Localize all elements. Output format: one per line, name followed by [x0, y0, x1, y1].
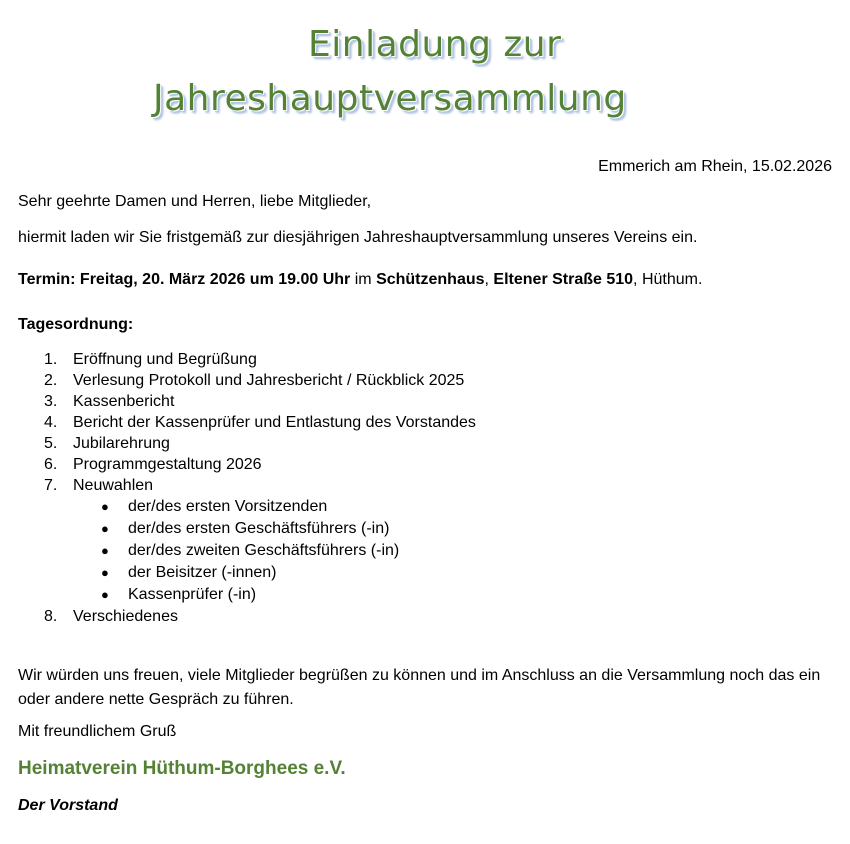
appointment-text: im	[350, 271, 377, 288]
appointment-line	[18, 271, 702, 289]
agenda-item-number: 3.	[44, 393, 58, 410]
agenda-item-text: Verschiedenes	[73, 608, 178, 625]
appointment-date: Termin: Freitag, 20. März 2026 um 19.00 Uhr	[18, 271, 351, 288]
bullet-icon: ●	[101, 521, 109, 536]
agenda-item	[18, 412, 476, 433]
agenda-item	[18, 349, 476, 370]
bullet-icon: ●	[101, 587, 109, 602]
agenda-item	[18, 370, 476, 391]
agenda-item-number: 5.	[44, 435, 58, 452]
agenda-list	[18, 349, 476, 627]
agenda-item-text: Verlesung Protokoll und Jahresbericht / Rückblick 2025	[73, 372, 465, 389]
place-and-date: Emmerich am Rhein, 15.02.2026	[598, 158, 832, 175]
election-item	[73, 518, 476, 540]
agenda-item-text: Eröffnung und Begrüßung	[73, 351, 257, 368]
election-item	[73, 584, 476, 606]
agenda-item	[18, 475, 476, 606]
salutation: Sehr geehrte Damen und Herren, liebe Mitglieder,	[18, 193, 372, 210]
agenda-item-number: 6.	[44, 456, 58, 473]
agenda-heading: Tagesordnung:	[18, 316, 134, 333]
agenda-item-number: 2.	[44, 372, 58, 389]
signatory: Der Vorstand	[18, 797, 118, 814]
agenda-item-text: Kassenbericht	[73, 393, 175, 410]
election-item	[73, 496, 476, 518]
greeting: Mit freundlichem Gruß	[18, 723, 177, 740]
agenda-item-number: 1.	[44, 351, 58, 368]
agenda-item	[18, 391, 476, 412]
agenda-item-number: 4.	[44, 414, 58, 431]
election-item-text: der/des ersten Geschäftsführers (-in)	[128, 520, 390, 537]
appointment-street: Eltener Straße 510	[493, 271, 634, 288]
agenda-item-number: 8.	[44, 608, 58, 625]
election-item	[73, 562, 476, 584]
election-item-text: der/des zweiten Geschäftsführers (-in)	[128, 542, 400, 559]
appointment-venue: Schützenhaus	[376, 271, 485, 288]
bullet-icon: ●	[101, 499, 109, 514]
organization-name: Heimatverein Hüthum-Borghees e.V.	[18, 758, 346, 779]
bullet-icon: ●	[101, 565, 109, 580]
agenda-item-text: Programmgestaltung 2026	[73, 456, 262, 473]
election-item-text: der/des ersten Vorsitzenden	[128, 498, 328, 515]
document-title-line-1: Einladung zur	[308, 24, 562, 65]
agenda-item	[18, 606, 476, 627]
agenda-item-text: Jubilarehrung	[73, 435, 170, 452]
election-item-text: der Beisitzer (-innen)	[128, 564, 277, 581]
appointment-text: , Hüthum.	[633, 271, 703, 288]
election-item	[73, 540, 476, 562]
election-item-text: Kassenprüfer (-in)	[128, 586, 257, 603]
agenda-item	[18, 454, 476, 475]
agenda-item-text: Bericht der Kassenprüfer und Entlastung des Vorstandes	[73, 414, 476, 431]
election-sublist	[73, 496, 476, 606]
agenda-item-text: Neuwahlen	[73, 477, 154, 494]
closing-paragraph: Wir würden uns freuen, viele Mitglieder begrüßen zu können und im Anschluss an die Versammlung noch das ein oder andere nette Gespräch zu führen.	[18, 667, 821, 708]
agenda-item-number: 7.	[44, 477, 58, 494]
agenda-item	[18, 433, 476, 454]
appointment-text: ,	[484, 271, 494, 288]
document-title-line-2: Jahreshauptversammlung	[153, 78, 627, 119]
bullet-icon: ●	[101, 543, 109, 558]
intro-paragraph: hiermit laden wir Sie fristgemäß zur diesjährigen Jahreshauptversammlung unseres Vereins ein.	[18, 229, 698, 246]
